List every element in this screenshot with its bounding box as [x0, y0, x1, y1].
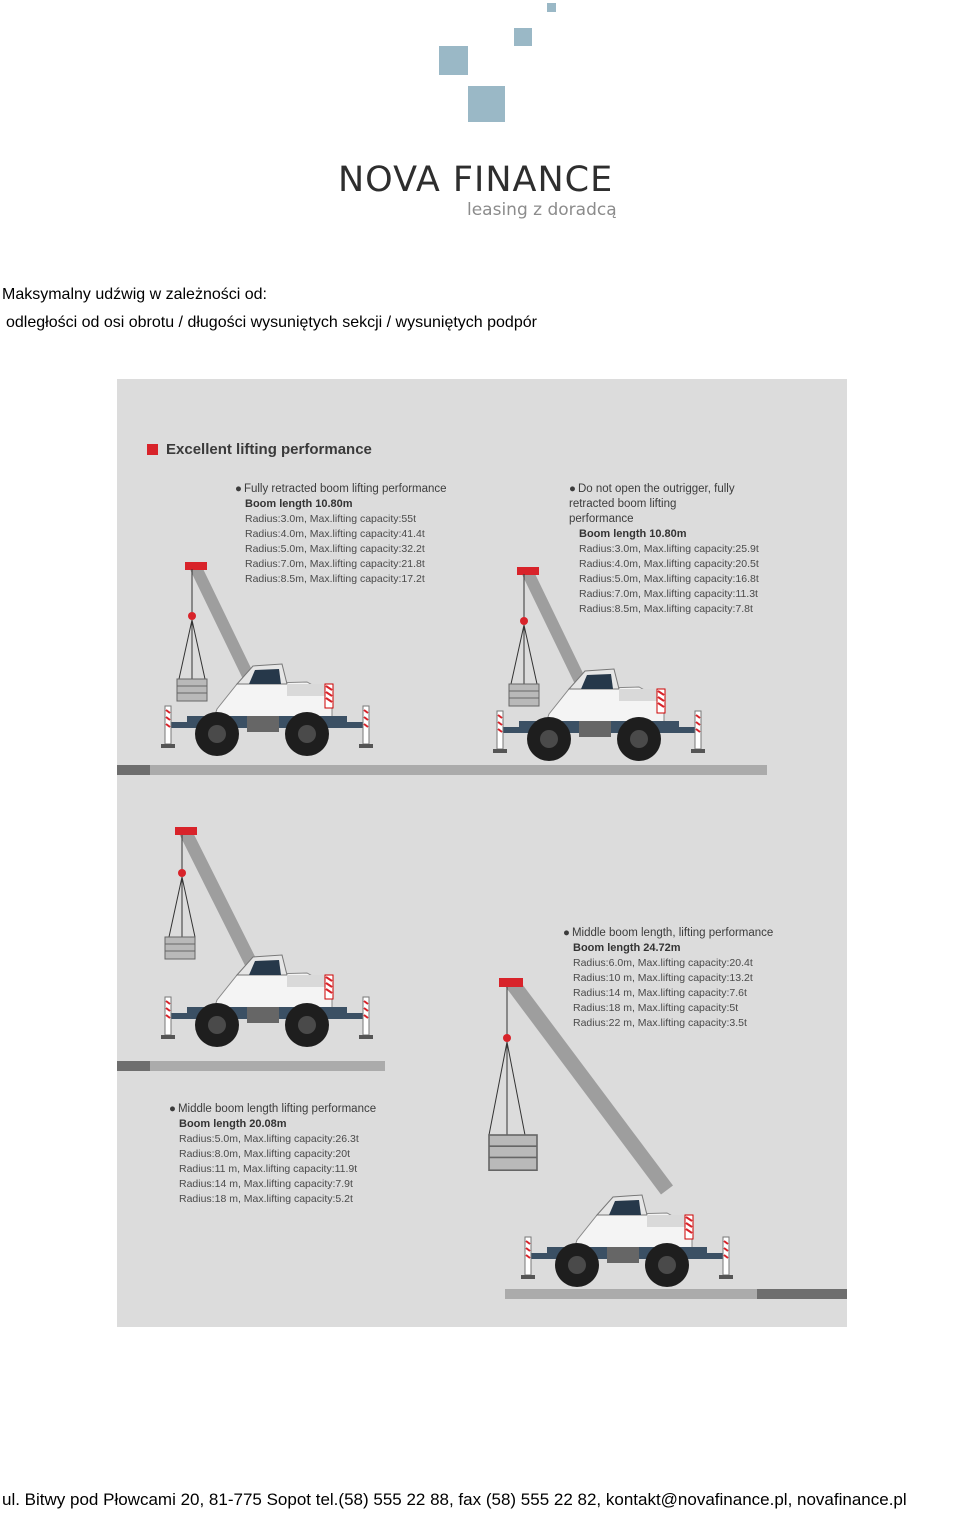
boom-length: Boom length 24.72m [573, 942, 681, 954]
logo-square-4 [468, 86, 505, 122]
capacity-line: Radius:8.0m, Max.lifting capacity:20t [179, 1148, 350, 1160]
capacity-line: Radius:10 m, Max.lifting capacity:13.2t [573, 972, 753, 984]
logo-square-1 [547, 3, 556, 12]
spec-title: ● Middle boom length, lifting performance [563, 926, 773, 941]
capacity-line: Radius:6.0m, Max.lifting capacity:20.4t [573, 957, 753, 969]
crane-performance-image [117, 379, 847, 1327]
logo-brand-text: NOVA FINANCE [338, 160, 614, 200]
logo-square-2 [514, 28, 532, 46]
capacity-line: Radius:14 m, Max.lifting capacity:7.9t [179, 1178, 353, 1190]
logo-square-3 [439, 46, 468, 75]
boom-length: Boom length 20.08m [179, 1118, 287, 1130]
panel-title [147, 441, 372, 458]
capacity-line: Radius:8.5m, Max.lifting capacity:17.2t [245, 573, 425, 585]
ground-line-1 [117, 765, 767, 775]
capacity-line: Radius:3.0m, Max.lifting capacity:55t [245, 513, 416, 525]
capacity-line: Radius:5.0m, Max.lifting capacity:32.2t [245, 543, 425, 555]
capacity-line: Radius:18 m, Max.lifting capacity:5.2t [179, 1193, 353, 1205]
spec-title: ● Do not open the outrigger, fully retracted boom lifting performance [569, 482, 739, 527]
logo-tagline: leasing z doradcą [467, 200, 617, 220]
capacity-line: Radius:7.0m, Max.lifting capacity:21.8t [245, 558, 425, 570]
capacity-line: Radius:22 m, Max.lifting capacity:3.5t [573, 1017, 747, 1029]
capacity-line: Radius:7.0m, Max.lifting capacity:11.3t [579, 588, 758, 600]
capacity-line: Radius:3.0m, Max.lifting capacity:25.9t [579, 543, 759, 555]
capacity-line: Radius:5.0m, Max.lifting capacity:16.8t [579, 573, 759, 585]
page-heading-line2: odległości od osi obrotu / długości wysuniętych sekcji / wysuniętych podpór [6, 314, 537, 331]
crane-illustration-1 [157, 554, 397, 769]
ground-line-2 [117, 1061, 385, 1071]
crane-illustration-2 [489, 559, 729, 774]
spec-title: ● Middle boom length lifting performance [169, 1102, 376, 1117]
boom-length: Boom length 10.80m [579, 528, 687, 540]
capacity-line: Radius:4.0m, Max.lifting capacity:41.4t [245, 528, 425, 540]
capacity-line: Radius:8.5m, Max.lifting capacity:7.8t [579, 603, 753, 615]
crane-illustration-4 [477, 975, 777, 1293]
nova-finance-logo [330, 0, 640, 235]
panel-title-text: Excellent lifting performance [166, 441, 372, 458]
page-heading-line1: Maksymalny udźwig w zależności od: [2, 286, 267, 303]
capacity-line: Radius:4.0m, Max.lifting capacity:20.5t [579, 558, 759, 570]
ground-line-3 [505, 1289, 847, 1299]
capacity-line: Radius:11 m, Max.lifting capacity:11.9t [179, 1163, 358, 1175]
red-square-marker [147, 444, 158, 455]
boom-length: Boom length 10.80m [245, 498, 353, 510]
spec-block-3 [169, 1102, 376, 1207]
capacity-line: Radius:5.0m, Max.lifting capacity:26.3t [179, 1133, 359, 1145]
capacity-line: Radius:18 m, Max.lifting capacity:5t [573, 1002, 739, 1014]
footer-contact: ul. Bitwy pod Płowcami 20, 81-775 Sopot tel.(58) 555 22 88, fax (58) 555 22 82, kontakt@novafinance.pl, novafinance.pl [2, 1490, 907, 1509]
spec-title: ● Fully retracted boom lifting performance [235, 482, 447, 497]
crane-illustration-3 [157, 825, 397, 1065]
capacity-line: Radius:14 m, Max.lifting capacity:7.6t [573, 987, 747, 999]
